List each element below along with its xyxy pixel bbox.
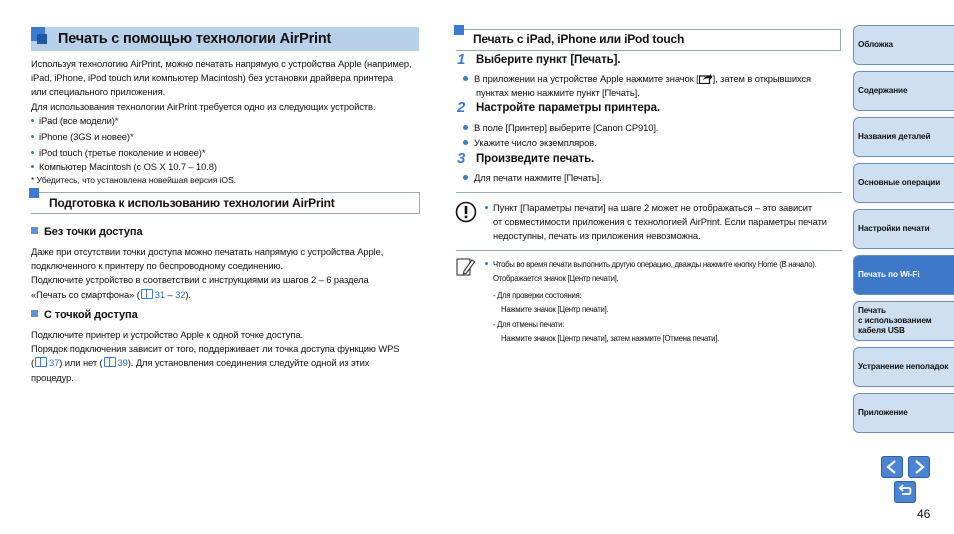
bullet-icon bbox=[463, 76, 468, 81]
memo-line: - Для отмены печати: bbox=[493, 320, 565, 329]
device-label: iPod touch (третье поколение и новее)* bbox=[39, 147, 206, 159]
divider bbox=[456, 192, 842, 193]
text-line bbox=[31, 288, 421, 302]
bullet-icon bbox=[463, 175, 468, 180]
step-line bbox=[463, 171, 843, 185]
nav-appendix[interactable] bbox=[853, 393, 954, 433]
nav-contents[interactable] bbox=[853, 71, 954, 111]
intro-line: iPad, iPhone, iPod touch или компьютер Macintosh) без установки драйвера принтера bbox=[31, 72, 394, 84]
nav-label: Устранение неполадок bbox=[858, 362, 949, 371]
memo-line: Нажмите значок [Центр печати], затем нажмите [Отмена печати]. bbox=[501, 334, 719, 343]
heading-square-icon bbox=[454, 25, 464, 35]
step-number: 3 bbox=[457, 150, 466, 167]
nav-label: Основные операции bbox=[858, 178, 941, 187]
subheading-no-ap bbox=[31, 226, 142, 238]
nav-troubleshooting[interactable] bbox=[853, 347, 954, 387]
nav-label: Содержание bbox=[858, 86, 908, 95]
bullet-icon bbox=[463, 140, 468, 145]
nav-usb-printing[interactable] bbox=[853, 301, 954, 341]
intro-line: или специального приложения. bbox=[31, 86, 166, 98]
intro-line: Для использования технологии AirPrint требуется одно из следующих устройств. bbox=[31, 100, 376, 112]
subheading-label: С точкой доступа bbox=[44, 309, 138, 321]
device-label: Компьютер Macintosh (с OS X 10.7 – 10.8) bbox=[39, 161, 217, 173]
section-title: Печать с iPad, iPhone или iPod touch bbox=[473, 32, 685, 46]
step-number: 2 bbox=[457, 99, 466, 116]
ref-suffix: ). bbox=[185, 288, 191, 300]
nav-part-names[interactable] bbox=[853, 117, 954, 157]
device-item bbox=[31, 114, 421, 128]
book-icon bbox=[141, 289, 153, 299]
ref-open: ( bbox=[31, 357, 35, 369]
page-link-32[interactable]: 32 bbox=[175, 288, 186, 300]
caution-text bbox=[485, 201, 845, 244]
text-line: Порядок подключения зависит от того, поддерживает ли точка доступа функцию WPS bbox=[31, 343, 400, 355]
memo-line: - Для проверки состояния: bbox=[493, 291, 582, 300]
next-page-button[interactable] bbox=[908, 456, 930, 478]
bullet-icon bbox=[31, 165, 34, 168]
subheading-label: Без точки доступа bbox=[44, 226, 143, 238]
text-line: Подключите устройство в соответствии с инструкциями из шагов 2 – 6 раздела bbox=[31, 274, 369, 286]
caution-line: от совместимости приложения с технологией AirPrint. Если параметры печати bbox=[493, 216, 827, 228]
step-title: Настройте параметры принтера. bbox=[476, 102, 660, 114]
step-line: пунктах меню нажмите пункт [Печать]. bbox=[476, 87, 640, 99]
nav-label bbox=[858, 306, 932, 336]
nav-label-line: с использованием bbox=[858, 316, 932, 325]
intro-text bbox=[31, 57, 421, 186]
device-item bbox=[31, 146, 421, 160]
step-text: Для печати нажмите [Печать]. bbox=[474, 172, 602, 183]
text-line bbox=[31, 356, 423, 370]
caution-sentence: Пункт [Параметры печати] на шаге 2 может не отображаться – это зависит bbox=[493, 202, 813, 213]
caution-line bbox=[485, 201, 845, 215]
subheading-with-ap bbox=[31, 309, 138, 321]
nav-wifi-printing[interactable] bbox=[853, 255, 954, 295]
step-text: В приложении на устройстве Apple нажмите значок [ bbox=[474, 73, 699, 84]
text-line: Подключите принтер и устройство Apple к одной точке доступа. bbox=[31, 329, 303, 340]
nav-label-line: Печать bbox=[858, 306, 886, 315]
nav-print-settings[interactable] bbox=[853, 209, 954, 249]
step-3-body bbox=[463, 171, 843, 185]
with-ap-text bbox=[31, 328, 423, 385]
nav-cover[interactable] bbox=[853, 25, 954, 65]
nav-basic-operations[interactable] bbox=[853, 163, 954, 203]
section-title: Подготовка к использованию технологии AirPrint bbox=[49, 196, 335, 210]
memo-line: Нажмите значок [Центр печати]. bbox=[501, 305, 609, 314]
ref-dash: – bbox=[164, 288, 176, 300]
arrow-right-icon bbox=[909, 457, 929, 477]
no-ap-text bbox=[31, 245, 421, 302]
page-title-bar bbox=[31, 27, 419, 51]
ref-mid: ) или нет ( bbox=[59, 357, 103, 369]
text-line: Даже при отсутствии точки доступа можно печатать напрямую с устройства Apple, bbox=[31, 246, 384, 257]
step-text: ], затем в открывшихся bbox=[712, 73, 812, 84]
caution-line: недоступны, печать из приложения невозможна. bbox=[493, 230, 701, 242]
memo-pencil-icon bbox=[456, 257, 476, 277]
book-icon bbox=[35, 357, 47, 367]
device-label: iPad (все модели)* bbox=[39, 114, 119, 126]
page-link-39[interactable]: 39 bbox=[117, 357, 128, 369]
bullet-icon bbox=[31, 135, 34, 138]
memo-line bbox=[485, 258, 850, 272]
text-line: подключенного к принтеру по беспроводному соединению. bbox=[31, 260, 283, 272]
subheading-square-icon bbox=[31, 310, 38, 317]
page-link-31[interactable]: 31 bbox=[154, 288, 165, 300]
ios-note: * Убедитесь, что установлена новейшая версия iOS. bbox=[31, 174, 236, 185]
intro-line: Используя технологию AirPrint, можно печатать напрямую с устройства Apple (например, bbox=[31, 58, 412, 69]
heading-square-icon bbox=[29, 188, 39, 198]
nav-label: Печать по Wi-Fi bbox=[858, 270, 920, 279]
prev-page-button[interactable] bbox=[881, 456, 903, 478]
memo-line: Отображается значок [Центр печати]. bbox=[493, 274, 619, 283]
step-title: Выберите пункт [Печать]. bbox=[476, 54, 621, 66]
subheading-square-icon bbox=[31, 227, 38, 234]
arrow-left-icon bbox=[882, 457, 902, 477]
page-title: Печать с помощью технологии AirPrint bbox=[58, 31, 332, 47]
ref-prefix: «Печать со смартфона» ( bbox=[31, 288, 140, 300]
step-number: 1 bbox=[457, 51, 466, 68]
step-line bbox=[463, 121, 843, 135]
page-link-37[interactable]: 37 bbox=[49, 357, 60, 369]
step-text: В поле [Принтер] выберите [Canon CP910]. bbox=[474, 122, 659, 133]
share-icon bbox=[699, 73, 713, 84]
book-icon bbox=[104, 357, 116, 367]
nav-label: Настройки печати bbox=[858, 224, 930, 233]
step-title: Произведите печать. bbox=[476, 153, 595, 165]
back-button[interactable] bbox=[894, 481, 916, 503]
memo-text bbox=[485, 258, 850, 346]
bullet-icon bbox=[31, 151, 34, 154]
text-line: процедур. bbox=[31, 371, 74, 383]
bullet-icon bbox=[485, 262, 488, 265]
ref-end: ). Для установления соединения следуйте одной из этих bbox=[127, 357, 370, 369]
section-heading-ipad-print bbox=[456, 29, 841, 51]
nav-label: Приложение bbox=[858, 408, 908, 417]
step-1-body bbox=[463, 72, 843, 100]
return-icon bbox=[895, 482, 915, 502]
nav-label-line: кабеля USB bbox=[858, 326, 905, 335]
device-item bbox=[31, 160, 421, 174]
bullet-icon bbox=[31, 119, 34, 122]
step-2-body bbox=[463, 121, 843, 150]
device-label: iPhone (3GS и новее)* bbox=[39, 131, 134, 143]
page-number: 46 bbox=[917, 507, 931, 521]
nav-label: Названия деталей bbox=[858, 132, 931, 141]
step-line bbox=[463, 136, 843, 150]
bullet-icon bbox=[485, 206, 488, 209]
device-item bbox=[31, 130, 421, 144]
bullet-icon bbox=[463, 125, 468, 130]
step-line bbox=[463, 72, 843, 86]
step-text: Укажите число экземпляров. bbox=[474, 137, 597, 149]
memo-sentence: Чтобы во время печати выполнить другую операцию, дважды нажмите кнопку Home (В начало). bbox=[493, 260, 817, 269]
caution-icon bbox=[455, 201, 477, 223]
section-heading-airprint-prep bbox=[31, 192, 420, 214]
nav-label: Обложка bbox=[858, 40, 893, 49]
title-square-icon bbox=[37, 34, 47, 44]
divider bbox=[456, 250, 842, 251]
